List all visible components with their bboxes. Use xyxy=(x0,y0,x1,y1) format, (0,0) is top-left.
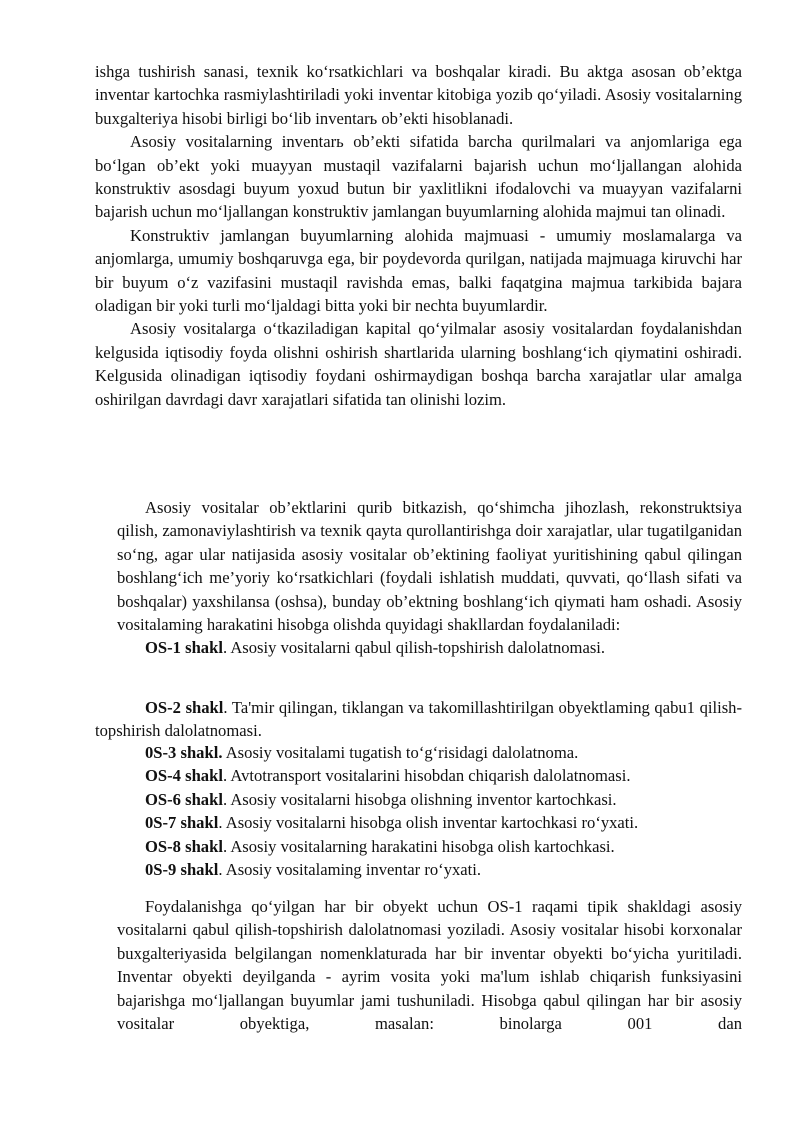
form-description: . Ta'mir qilingan, tiklangan va takomillashtirilgan obyektlaming qabu1 qilish-topshirish dalolatnomasi. xyxy=(95,698,742,741)
form-list xyxy=(117,741,742,881)
form-description: . Asosiy vositalarni hisobga olishning inventor kartochkasi. xyxy=(222,789,617,809)
paragraph-4: Asosiy vositalarga o‘tkaziladigan kapital qo‘yilmalar asosiy vositalardan foydalanishdan kelgusida iqtisodiy foyda olishni oshirish shartlarida ularning boshlang‘ich qiymatini oshiradi. Kelgusida olinadigan iqtisodiy foydani oshirmaydigan boshqa barcha xarajatlar ular amalga oshirilgan davrdagi davr xarajatlari sifatida tan olinishi lozim. xyxy=(95,319,742,409)
text-block-bottom xyxy=(117,895,742,1035)
form-item-os3 xyxy=(117,741,742,764)
form-description: . Asosiy vositalaming inventar ro‘yxati. xyxy=(218,860,482,880)
form-description: . Asosiy vositalarni qabul qilish-topshirish dalolatnomasi. xyxy=(222,638,606,658)
form-code: 0S-7 shakl xyxy=(145,813,219,833)
form-item-os8 xyxy=(117,835,742,858)
form-code: 0S-3 shakl. xyxy=(145,743,223,762)
form-description: Asosiy vositalami tugatish to‘g‘risidagi dalolatnoma. xyxy=(222,743,579,762)
form-item-os7 xyxy=(117,811,742,834)
form-item-os1 xyxy=(117,636,742,659)
form-code: OS-1 shakl xyxy=(145,638,223,658)
text-block-top xyxy=(95,60,742,411)
form-code: OS-6 shakl xyxy=(145,789,223,809)
paragraph-3: Konstruktiv jamlangan buyumlarning alohida majmuasi - umumiy moslamalarga va anjomlarga, umumiy boshqaruvga ega, bir poydevorda qurilgan, natijada majmuaga kiruvchi har bir buyum o‘z vazifasini mustaqil ravishda emas, balki faqatgina majmua tarkibida bajara oladigan bir yoki turli mo‘ljaldagi bitta yoki bir nechta buyumlardir. xyxy=(95,225,742,316)
form-description: . Asosiy vositalarni hisobga olish inventar kartochkasi ro‘yxati. xyxy=(218,813,639,833)
paragraph-2: Asosiy vositalarning inventarь ob’ekti sifatida barcha qurilmalari va anjomlariga ega bo‘lgan ob’ekt yoki muayyan mustaqil vazifalarni bajarish uchun mo‘ljallangan alohida konstruktiv asosdagi buyum yoxud butun bir yaxlitlikni ifodalovchi va muayyan vazifalarni bajarish uchun mo‘ljallangan konstruktiv jamlangan buyumlarning alohida majmui tan olinadi. xyxy=(95,132,742,222)
form-item-os4 xyxy=(117,764,742,787)
form-code: 0S-9 shakl xyxy=(145,860,219,880)
form-code: OS-8 shakl xyxy=(145,836,223,856)
paragraph-1: ishga tushirish sanasi, texnik ko‘rsatkichlari va boshqalar kiradi. Bu aktga asosan ob’ektga inventar kartochka rasmiylashtiriladi yoki inventar kitobiga yozib qo‘yiladi. Asosiy vositalarning buxgalteriya hisobi birligi bo‘lib inventarь ob’ekti hisoblanadi. xyxy=(95,62,742,128)
form-description: . Avtotransport vositalarini hisobdan chiqarish dalolatnomasi. xyxy=(222,766,631,786)
form-code: OS-2 shakl xyxy=(145,698,224,717)
paragraph-6: Foydalanishga qo‘yilgan har bir obyekt uchun OS-1 raqami tipik shakldagi asosiy vositalarni qabul qilish-topshirish dalolatnomasi yoziladi. Asosiy vositalar hisobi korxonalar buxgalteriyasida belgilangan nomenklaturada har bir inventar obyekti bo‘yicha yuritiladi. Inventar obyekti deyilganda - ayrim vosita yoki ma'lum ishlab chiqarish funksiyasini bajarishga mo‘ljallangan buyumlar jami tushuniladi. Hisobga qabul qilingan har bir asosiy vositalar obyektiga, masalan: binolarga 001 dan xyxy=(117,897,742,1034)
form-item-os6 xyxy=(117,788,742,811)
text-block-mid xyxy=(117,496,742,660)
form-code: OS-4 shakl xyxy=(145,766,223,786)
form-item-os9 xyxy=(117,858,742,881)
form-item-os2 xyxy=(95,696,742,743)
form-description: . Asosiy vositalarning harakatini hisobga olish kartochkasi. xyxy=(222,836,615,856)
text-block-os2 xyxy=(95,696,742,743)
paragraph-5: Asosiy vositalar ob’ektlarini qurib bitkazish, qo‘shimcha jihozlash, rekonstruktsiya qilish, zamonaviylashtirish va texnik qayta qurollantirishga doir xarajatlar, ular tugatilganidan so‘ng, agar ular natijasida asosiy vositalar ob’ektining faoliyat yuritishining qabul qilingan boshlang‘ich me’yoriy ko‘rsatkichlari (foydali ishlatish muddati, quvvati, qo‘llash sifati va boshqalar) yaxshilansa (oshsa), bunday ob’ektning boshlang‘ich qiymati ham oshadi. Asosiy vositalaming harakatini hisobga olishda quyidagi shakllardan foydalaniladi: xyxy=(117,498,742,635)
